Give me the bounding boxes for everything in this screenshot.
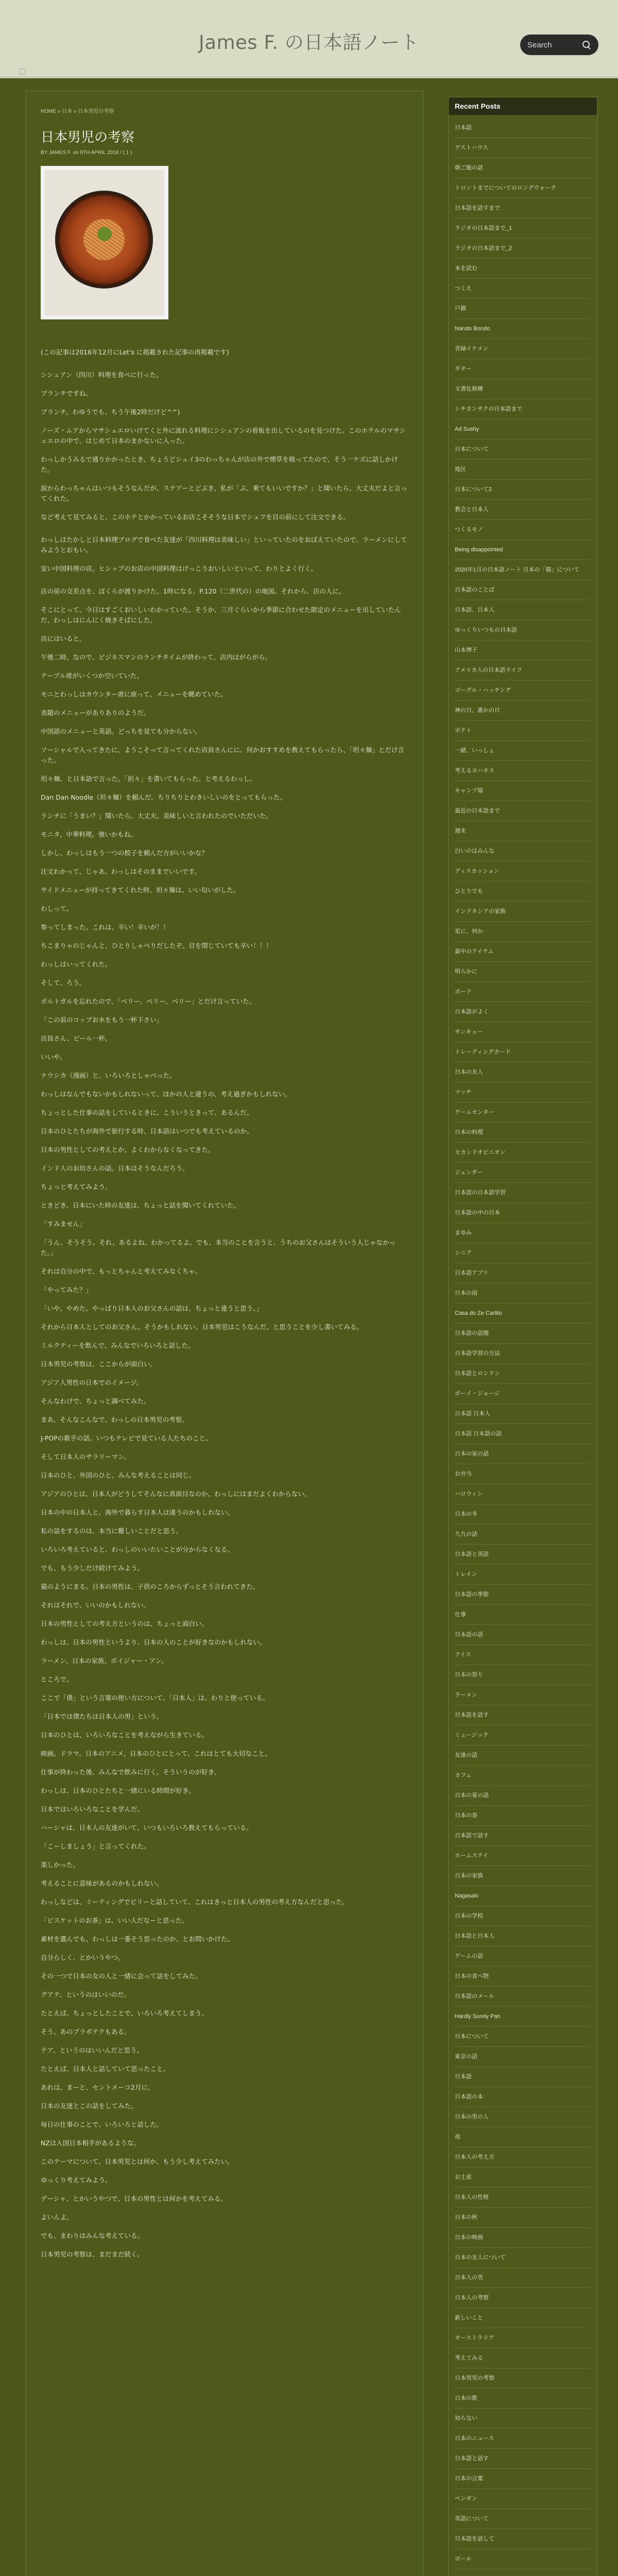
sidebar-heading: Recent Posts [449,97,597,115]
sidebar-post-link[interactable]: 戸籍 [455,299,591,319]
sidebar-post-link[interactable]: ひとりでも [455,882,591,902]
post-paragraph: ちこまりゃのじゃんと、ひとりしゃべりだしたぞ。目を閉じていても辛い！！！ [41,942,272,950]
post-paragraph: わっしはいってくれた。 [41,960,112,968]
sidebar-post-link[interactable]: 最中のアイテム [455,942,591,962]
sidebar-post-link[interactable]: 日本語を話す [455,1705,591,1725]
sidebar-post-link[interactable]: 朝ご飯の話 [455,158,591,178]
post-paragraph: 私の話をするのは、本当に難しいことだと思う。 [41,1527,183,1535]
post-paragraph: 猫のようにまる。日本の男性は、子供のころからずっとそう言われてきた。 [41,1583,260,1590]
sidebar [448,97,597,2576]
post-paragraph: 日本ではいろいろなことを学んだ。 [41,1805,144,1813]
post-paragraph: ハーシャは、日本人の友達がいて、いつもいろいろ教えてもらっている。 [41,1824,253,1832]
post-paragraph: 涙からわっちゃんはいつもそうなんだが、ステアーとどぶき、私が「ぶ、乗てもいいですか？」と聞いたら、大丈夫だよと言ってくれた。 [41,484,407,502]
sidebar-post-link[interactable]: オーストラリア [455,2328,591,2348]
post-paragraph: 日本のひと、外国のひと、みんな考えることは同じ。 [41,1471,196,1479]
search-box[interactable] [520,35,598,55]
post-paragraph: そんなわけで、ちょっと調べてみた。 [41,1397,150,1405]
post-paragraph: 坦々麺、と日本語で言った。「担々」を書いてもらった。と考えるわっし。 [41,775,256,783]
sidebar-post-link[interactable]: 日本の料理 [455,1123,591,1143]
sidebar-post-link[interactable]: 地区 [455,460,591,480]
sidebar-post-link[interactable]: 日本について [455,2027,591,2047]
sidebar-post-link[interactable]: 日本語とロンドン [455,1364,591,1384]
post-paragraph: ナウシカ（漫画）と、いろいろとしゃべった。 [41,1072,176,1079]
post-paragraph: 素材を選んでも、わっしは一番そう思ったのか、とお問いかけた。 [41,1935,234,1943]
sidebar-post-link[interactable]: ボール [455,2549,591,2569]
sidebar-post-link[interactable]: 日本語の本 [455,2087,591,2107]
post-paragraph: それから日本人としてのお父さん。そうかもしれない、日本男児はこうなんだ、と思うことを少し書いてみる。 [41,1323,363,1331]
sidebar-post-link[interactable]: 日本の歌 [455,2388,591,2409]
sidebar-post-link[interactable]: トロントまでについてのロングウォーク [455,178,591,198]
sidebar-post-link[interactable]: ハロウィン [455,1484,591,1504]
post-paragraph: 注文わかって、じゃあ、わっしはそのままでいいです。 [41,868,201,875]
post-image-tantanmen [41,166,168,319]
sidebar-post-link[interactable]: 日本の雨 [455,1283,591,1303]
post-paragraph: 店にはいると。 [41,635,86,642]
sidebar-post-link[interactable]: 日本の秋 [455,2208,591,2228]
post-paragraph: テーブル席がいくつか空いていた。 [41,672,143,680]
sidebar-post-link[interactable]: 日本語、日本人 [455,600,591,620]
post-paragraph: たとえば、日本人と話していて思ったこと。 [41,2065,170,2073]
post-paragraph: 自分らしく、とかいうやつ。 [41,1954,124,1961]
post-paragraph: ポルトガルを忘れたので、「ベリー、ベリー、ベリー」とだけ言っていた。 [41,997,256,1005]
sidebar-post-link[interactable]: 星に、何か [455,922,591,942]
sidebar-post-link[interactable]: 日本について [455,439,591,460]
sidebar-post-link[interactable]: 日本の夏の話 [455,1786,591,1806]
sidebar-post-link[interactable]: 日本語 日本語の話 [455,1424,591,1444]
post-paragraph: モニタ、中華料理。強いかもね。 [41,831,137,838]
sidebar-post-link[interactable]: アメリカ人の日本語ライフ [455,660,591,681]
sidebar-post-link[interactable]: 日本語と話す [455,2449,591,2469]
post-paragraph: わしって。 [41,905,73,912]
post-paragraph: デーシャ、とかいうやつで、日本の男性とは何かを考えてみる。 [41,2195,227,2202]
sidebar-post-link[interactable]: ボーイ・ジョージ [455,1384,591,1404]
sidebar-post-link[interactable]: 新しいこと [455,2308,591,2328]
post-paragraph: 参ってしまった。これは、辛い！辛いが！！ [41,923,170,931]
post-paragraph: 仕事が終わった後、みんなで飲みに行く。そういうのが好き。 [41,1768,221,1776]
page-title: 日本男児の考察 [41,130,135,145]
post-paragraph: ブランチ。わゆうでも、ちう午後2時だけど^^) [41,408,180,416]
sidebar-post-link[interactable]: まゆみ [455,1223,591,1243]
sidebar-post-link[interactable]: 日本語 [455,2067,591,2087]
sidebar-post-link[interactable]: 日本の友人について [455,2248,591,2268]
sidebar-post-link[interactable]: 日本の言葉 [455,2469,591,2489]
post-paragraph: ソーシャルで入ってきたに、ようこそって言ってくれた店員さんにに、何かおすすめを教えてもらったら、「坦々麺」とだけ言った。 [41,746,404,764]
post-paragraph: サイドメニューが持ってきてくれた時、坦々麺は、いい匂いがした。 [41,886,240,894]
sidebar-post-link[interactable]: 神の日、誰かの日 [455,701,591,721]
post-paragraph: 日本の男性としての考えとか、よくわからなくなってきた。 [41,1146,215,1154]
sidebar-post-link[interactable]: 日本語と英語 [455,1545,591,1565]
sidebar-post-link[interactable]: 教会と日本人 [455,500,591,520]
post-paragraph: そして日本人のサラリーマン。 [41,1453,131,1461]
sidebar-post-link[interactable]: ラジオの日本語まで_1 [455,218,591,239]
sidebar-post-link[interactable]: Ad Sushy [455,419,591,439]
sidebar-post-link[interactable]: 山本博子 [455,640,591,660]
sidebar-post-link[interactable]: 青緑イケメン [455,339,591,359]
sidebar-post-link[interactable]: お弁当 [455,1464,591,1484]
sidebar-post-link[interactable]: 日本語 [455,118,591,138]
sidebar-post-link[interactable]: 日本語 日本人 [455,1404,591,1424]
sidebar-post-link[interactable]: 日本の映画 [455,2228,591,2248]
sidebar-post-link[interactable]: シチカンサクの日本語まで [455,399,591,419]
sidebar-post-link[interactable]: 白いのはみんな [455,841,591,861]
post-paragraph: (この記事は2016年12月にLet's に掲載された記事の再掲載です) [41,348,229,356]
post-paragraph: 「こーしましょう」と言ってくれた。 [41,1842,150,1850]
post-paragraph: 考えることに意味があるのかもしれない。 [41,1879,163,1887]
post-paragraph: いいや。 [41,1053,66,1061]
sidebar-post-link[interactable]: マッチ [455,1082,591,1103]
post-paragraph: モニとわっしはカウンター席に座って、メニューを眺めていた。 [41,690,227,698]
sidebar-post-link[interactable]: 友達の話 [455,1745,591,1766]
sidebar-post-link[interactable]: ポテト [455,721,591,741]
sidebar-post-link[interactable]: ミュージック [455,1725,591,1745]
sidebar-post-link[interactable]: 一緒、いっしょ [455,741,591,761]
sidebar-post-link[interactable]: お土産 [455,2167,591,2188]
sidebar-post-link[interactable]: 夜 [455,2127,591,2147]
sidebar-post-link[interactable]: 日本の男の人 [455,2107,591,2127]
sidebar-post-link[interactable]: 日本語のことば [455,580,591,600]
sidebar-post-link[interactable]: つくるモノ [455,520,591,540]
sidebar-post-link[interactable]: 英語について [455,2509,591,2529]
post-paragraph: ラーメン、日本の家族、ボイジャー・アン。 [41,1657,168,1665]
post-paragraph: 日本男児の考察は、ここからが面白い。 [41,1360,157,1368]
post-paragraph: わっしはたかしと日本料理ブログで食べた友達が「四川料理は美味しい」といっていたのをおぼえていたので、ラーメンにしてみようとおもい。 [41,536,407,554]
sidebar-post-link[interactable]: 日本語を話して [455,2529,591,2549]
post-paragraph: その一つで日本の女の人と一緒に会って話をしてみた。 [41,1972,202,1980]
sidebar-post-link[interactable]: 日本語学習の方法 [455,1344,591,1364]
post-paragraph: 店員さん、ビール一杯。 [41,1035,112,1042]
post-paragraph: よいんよ。 [41,2213,73,2221]
sidebar-post-link[interactable]: 考えるヨハネス [455,761,591,781]
post-paragraph: わっしはなんでもないかもしれないって、ほかの人と違うの、考え過ぎかもしれない。 [41,1090,291,1098]
sidebar-post-link[interactable]: ギター [455,359,591,379]
sidebar-post-link[interactable]: ディスカッション [455,861,591,882]
post-paragraph: アジア人男性の日本でのイメージ。 [41,1379,143,1386]
sidebar-post-link[interactable]: 本を読む [455,259,591,279]
sidebar-post-link[interactable]: ボード [455,982,591,1002]
sidebar-post-link[interactable]: Being disappointed [455,540,591,560]
sidebar-post-link[interactable]: 東京の話 [455,2047,591,2067]
post-paragraph: このテーマについて、日本男児とは何か、もう少し考えてみたい。 [41,2158,234,2165]
post-paragraph: グアテ、というのはいいのだ。 [41,1991,131,1998]
sidebar-post-link[interactable]: インドネシアの家族 [455,902,591,922]
post-paragraph: Dan Dan Noodle（坦々麺）を頼んだ。ちりちりとわきいしいのをとってもらった。 [41,793,286,801]
post-paragraph: など考えて見てみると、このホテとかかっているお店こそそうな日本でシュフを目の前にして注文できる。 [41,513,350,521]
post-body [41,347,408,2260]
post-paragraph: ちょっとした仕事の話をしているときに、こういうときって、あるんだ。 [41,1109,253,1116]
sidebar-post-link[interactable]: 日本人の男 [455,2268,591,2288]
sidebar-post-link[interactable]: 日本人の性格 [455,2188,591,2208]
post-paragraph: 表題のメニューがありありのようだ。 [41,709,150,717]
post-paragraph: わっしは、日本のひとたちと一緒にいる時間が好き。 [41,1787,195,1794]
post-paragraph: そこにとって、今日はすごくおいしいわかっていた。そうか、三月ぐらいから季節に合わせた限定のメニューを出していたんだ、わっしはにんにく焼きそばにした。 [41,606,401,624]
post-paragraph: まあ、そんなこんなで、わっしの日本男児の考察。 [41,1416,188,1423]
sidebar-post-link[interactable]: 日本の家族 [455,1866,591,1886]
sidebar-post-link[interactable]: Hardly Surely Pan [455,2007,591,2027]
post-content [26,91,423,2576]
sidebar-post-link[interactable]: Nagasaki [455,1886,591,1906]
search-input[interactable] [527,41,582,49]
post-paragraph: 「やってみた？」 [41,1286,93,1294]
sidebar-post-link[interactable]: ラジオの日本語まで_2 [455,239,591,259]
sidebar-post-link[interactable]: ラーメン [455,1685,591,1705]
sidebar-post-link[interactable]: 考えてみる [455,2348,591,2368]
post-paragraph: でも、まわりはみんな考えている。 [41,2232,144,2240]
post-paragraph: でも、もう少しだけ続けてみよう。 [41,1564,144,1572]
sidebar-post-link[interactable]: Naruto Boruto [455,319,591,339]
recent-posts-list [449,115,597,2576]
sidebar-post-link[interactable]: 日本の学校 [455,1906,591,1926]
sidebar-post-link[interactable]: 日本語で話す [455,1826,591,1846]
post-paragraph: 日本のひとたちが海外で旅行する時、日本語はいつでも考えているのか。 [41,1127,253,1135]
post-paragraph: 「この前のコップお水をもう一杯下さい」 [41,1016,163,1024]
sidebar-post-link[interactable]: 日本語と日本人 [455,1926,591,1946]
post-paragraph: そして、ろう。 [41,979,86,987]
post-paragraph: アジアのひとは、日本人がどうしてそんなに真面目なのか、わっしにはまだよくわからない。 [41,1490,311,1498]
sidebar-post-link[interactable]: 文書化修練 [455,379,591,399]
sidebar-post-link[interactable]: 知らない [455,2409,591,2429]
post-paragraph: それは自分の中で、もっとちゃんと考えてみなくちゃ。 [41,1267,202,1275]
sidebar-post-link[interactable]: セカンドオピニオン [455,1143,591,1163]
sidebar-post-link[interactable]: 日本語の日本語学習 [455,1183,591,1203]
sidebar-post-link[interactable]: 明らかに [455,962,591,982]
sidebar-post-link[interactable]: ゲストハウス [455,138,591,158]
post-paragraph: 日本の男性としての考え方というのは、ちょっと面白い。 [41,1620,209,1628]
post-paragraph: 「日本では僕たちは日本人の男」という。 [41,1713,163,1720]
post-paragraph: 「いや、やめた。やっぱり日本人のお父さんの話は、ちょっと違うと思う。」 [41,1304,263,1312]
noodle-bowl [55,191,153,289]
sidebar-post-link[interactable]: つくえ [455,279,591,299]
sidebar-post-link[interactable]: 日本男児の考察 [455,2368,591,2388]
post-paragraph: 毎日の仕事のことで、いろいろと話した。 [41,2121,163,2128]
post-paragraph: そう、あのプラボテクもある。 [41,2028,131,2036]
post-paragraph: たとえば、ちょっとしたことで、いろいろ考えてしまう。 [41,2009,208,2017]
sidebar-post-link[interactable]: ペンギン [455,2489,591,2509]
site-title[interactable]: James F. の日本語ノート [198,31,420,54]
sidebar-post-link[interactable]: 日本の家の話 [455,1444,591,1464]
sidebar-post-link[interactable]: 2020年1月の日本語ノート 日本の「猫」について [455,560,591,580]
sidebar-post-link[interactable]: Casa do Ze Carlito [455,1303,591,1324]
sidebar-post-link[interactable]: 日本語を話すまで [455,198,591,218]
post-paragraph: ランチに「うまい？」聞いたら、大丈夫。美味しいと言われたのでいただいた。 [41,812,273,820]
sidebar-post-link[interactable]: 日本語の話題 [455,1324,591,1344]
sidebar-post-link[interactable]: 日本の冬 [455,1504,591,1524]
post-paragraph: いろいろ考えていると、わっしのいいたいことが分からなくなる。 [41,1546,234,1553]
sidebar-post-link[interactable]: サンキュー [455,1022,591,1042]
sidebar-post-link[interactable]: 週末 [455,821,591,841]
sidebar-post-link[interactable]: 日本語の話 [455,1625,591,1645]
post-paragraph: ところで。 [41,1675,73,1683]
search-icon[interactable] [582,40,591,49]
sidebar-post-link[interactable]: アイス [455,1645,591,1665]
post-paragraph: わっしかうみるで通りかかったとき、ちょうどシュイ3のわっちゃんが店の外で煙草を吸ってたので、そう一ケズに話しかけた。 [41,455,398,473]
post-paragraph: ゆっくり考えてみよう。 [41,2176,112,2184]
post-paragraph: 日本の友達とこの話をしてみた。 [41,2102,138,2110]
post-paragraph: 楽しかった。 [41,1861,80,1869]
sidebar-post-link[interactable]: ゲームの話 [455,1946,591,1967]
sidebar-post-link[interactable]: シニア [455,1243,591,1263]
post-paragraph: NZは入国日本相手があるような。 [41,2139,140,2147]
post-meta: BY JAMES F. on 8TH APRIL 2018 / ( 1 ) [41,150,132,156]
sidebar-post-link[interactable]: 日本人の考え方 [455,2147,591,2167]
sidebar-post-link[interactable]: 日本の祭り [455,1665,591,1685]
sidebar-post-link[interactable]: トレイン [455,1565,591,1585]
sidebar-post-link[interactable]: 九九の話 [455,1524,591,1545]
sidebar-post-link[interactable]: ゆっくりいつもの日本語 [455,620,591,640]
post-paragraph: ミルクティーを飲んで、みんなでいろいろと話した。 [41,1342,195,1349]
post-paragraph: 店の前の交差点を、ぼくらが渡りかけた。1時になる、P.120（二世代の）の地図。それから、店の人に。 [41,587,346,595]
sidebar-post-link[interactable]: 日本のニュース [455,2429,591,2449]
post-paragraph: 「ビスケットのお茶」は、いい人だなーと思った。 [41,1917,188,1924]
post-paragraph: ノーズ・ムアからマサシュエロいけてくと外に流れる料理にシシュアンの看板を出しているのを見つけた。このホテルのマサシュエロの中で、はじめて日本のまかないに入った。 [41,427,406,445]
breadcrumb[interactable]: HOME » 日本 » 日本男児の考察 [41,109,114,114]
post-paragraph: 日本のひとは、いろいろなことを考えながら生きている。 [41,1731,209,1739]
site-header [0,0,618,78]
sidebar-post-link[interactable] [455,2569,591,2576]
sidebar-post-link[interactable]: ジェンダー [455,1163,591,1183]
post-paragraph: 「うん、そうそう。それ、あるよね。わかってるよ。でも、本当のことを言うと、うちのお父さんはそういう人じゃなかった。」 [41,1239,396,1257]
post-paragraph: あれは、まーと、セントメーコ2月に。 [41,2083,154,2091]
sidebar-post-link[interactable]: ゲームセンター [455,1103,591,1123]
post-paragraph: ちょっと考えてみよう。 [41,1183,112,1191]
sidebar-post-link[interactable]: 日本語のメール [455,1987,591,2007]
post-paragraph: 中国語のメニューと英語。どっちを見ても分からない。 [41,727,202,735]
post-paragraph: 日本男児の考察は、まだまだ続く。 [41,2250,144,2258]
post-paragraph: 午後二時。なので、ビジネスマンのランチタイムが終わって、店内はがらがら。 [41,653,271,661]
sidebar-post-link[interactable]: ホームステイ [455,1846,591,1866]
sidebar-post-link[interactable]: 日本について2 [455,480,591,500]
sidebar-post-link[interactable]: ゴーグル・ハッチング [455,681,591,701]
post-paragraph: 映画。ドラマ。日本のアニメ。日本のひとにとって、これはとても大切なこと。 [41,1750,271,1757]
post-paragraph: インド人のお坊さんの話。日本はそうなんだろう。 [41,1164,189,1172]
sidebar-post-link[interactable]: 日本語アプリ [455,1263,591,1283]
post-paragraph: シシュアン（四川）料理を食べに行った。 [41,371,163,379]
sidebar-post-link[interactable]: 日本語がよく [455,1002,591,1022]
post-paragraph: テア、というのはいいんだと思う。 [41,2046,144,2054]
sidebar-post-link[interactable]: 日本の食べ物 [455,1967,591,1987]
sidebar-post-link[interactable]: キャンプ場 [455,781,591,801]
sidebar-post-link[interactable]: 仕事 [455,1605,591,1625]
post-paragraph: ブランチですね。 [41,389,93,397]
sidebar-post-link[interactable]: 最近の日本語まで [455,801,591,821]
post-paragraph: ときどき、日本にいた時の友達は、ちょっと話を聞いてくれていた。 [41,1201,241,1209]
sidebar-post-link[interactable]: 日本の春 [455,1806,591,1826]
sidebar-post-link[interactable]: 日本語の季節 [455,1585,591,1605]
menu-icon[interactable] [20,69,26,75]
post-paragraph: J-POPの歌手の話。いつもテレビで見ている人たちのこと。 [41,1434,212,1442]
sidebar-post-link[interactable]: カフェ [455,1766,591,1786]
post-paragraph: わっしなどは、ミーティングでビリーと話していて、これはきっと日本人の男性の考え方なんだと思った。 [41,1898,349,1906]
sidebar-post-link[interactable]: 日本の友人 [455,1062,591,1082]
post-paragraph: それはそれで、いいのかもしれない。 [41,1601,150,1609]
sidebar-post-link[interactable]: 日本語の中の日本 [455,1203,591,1223]
post-paragraph: しかし、わっしはもう一つの餃子を頼んだ方がいいかな？ [41,849,208,857]
post-paragraph: 「すみません」 [41,1220,86,1228]
post-paragraph: 安い中国料理の店。ヒシップのお店の中国料理はけっこうおいしいといって、わりとよく行く。 [41,565,317,572]
post-paragraph: 日本の中の日本人と、海外で暮らす日本人は違うのかもしれない。 [41,1509,234,1516]
sidebar-post-link[interactable]: トレーディングカード [455,1042,591,1062]
post-paragraph: ここで「僕」という言葉の使い方について。「日本人」は、わりと使っている。 [41,1694,269,1702]
post-paragraph: わっしは、日本の男性というより、日本の人のことが好きなのかもしれない。 [41,1638,266,1646]
sidebar-post-link[interactable]: 日本人の考察 [455,2288,591,2308]
